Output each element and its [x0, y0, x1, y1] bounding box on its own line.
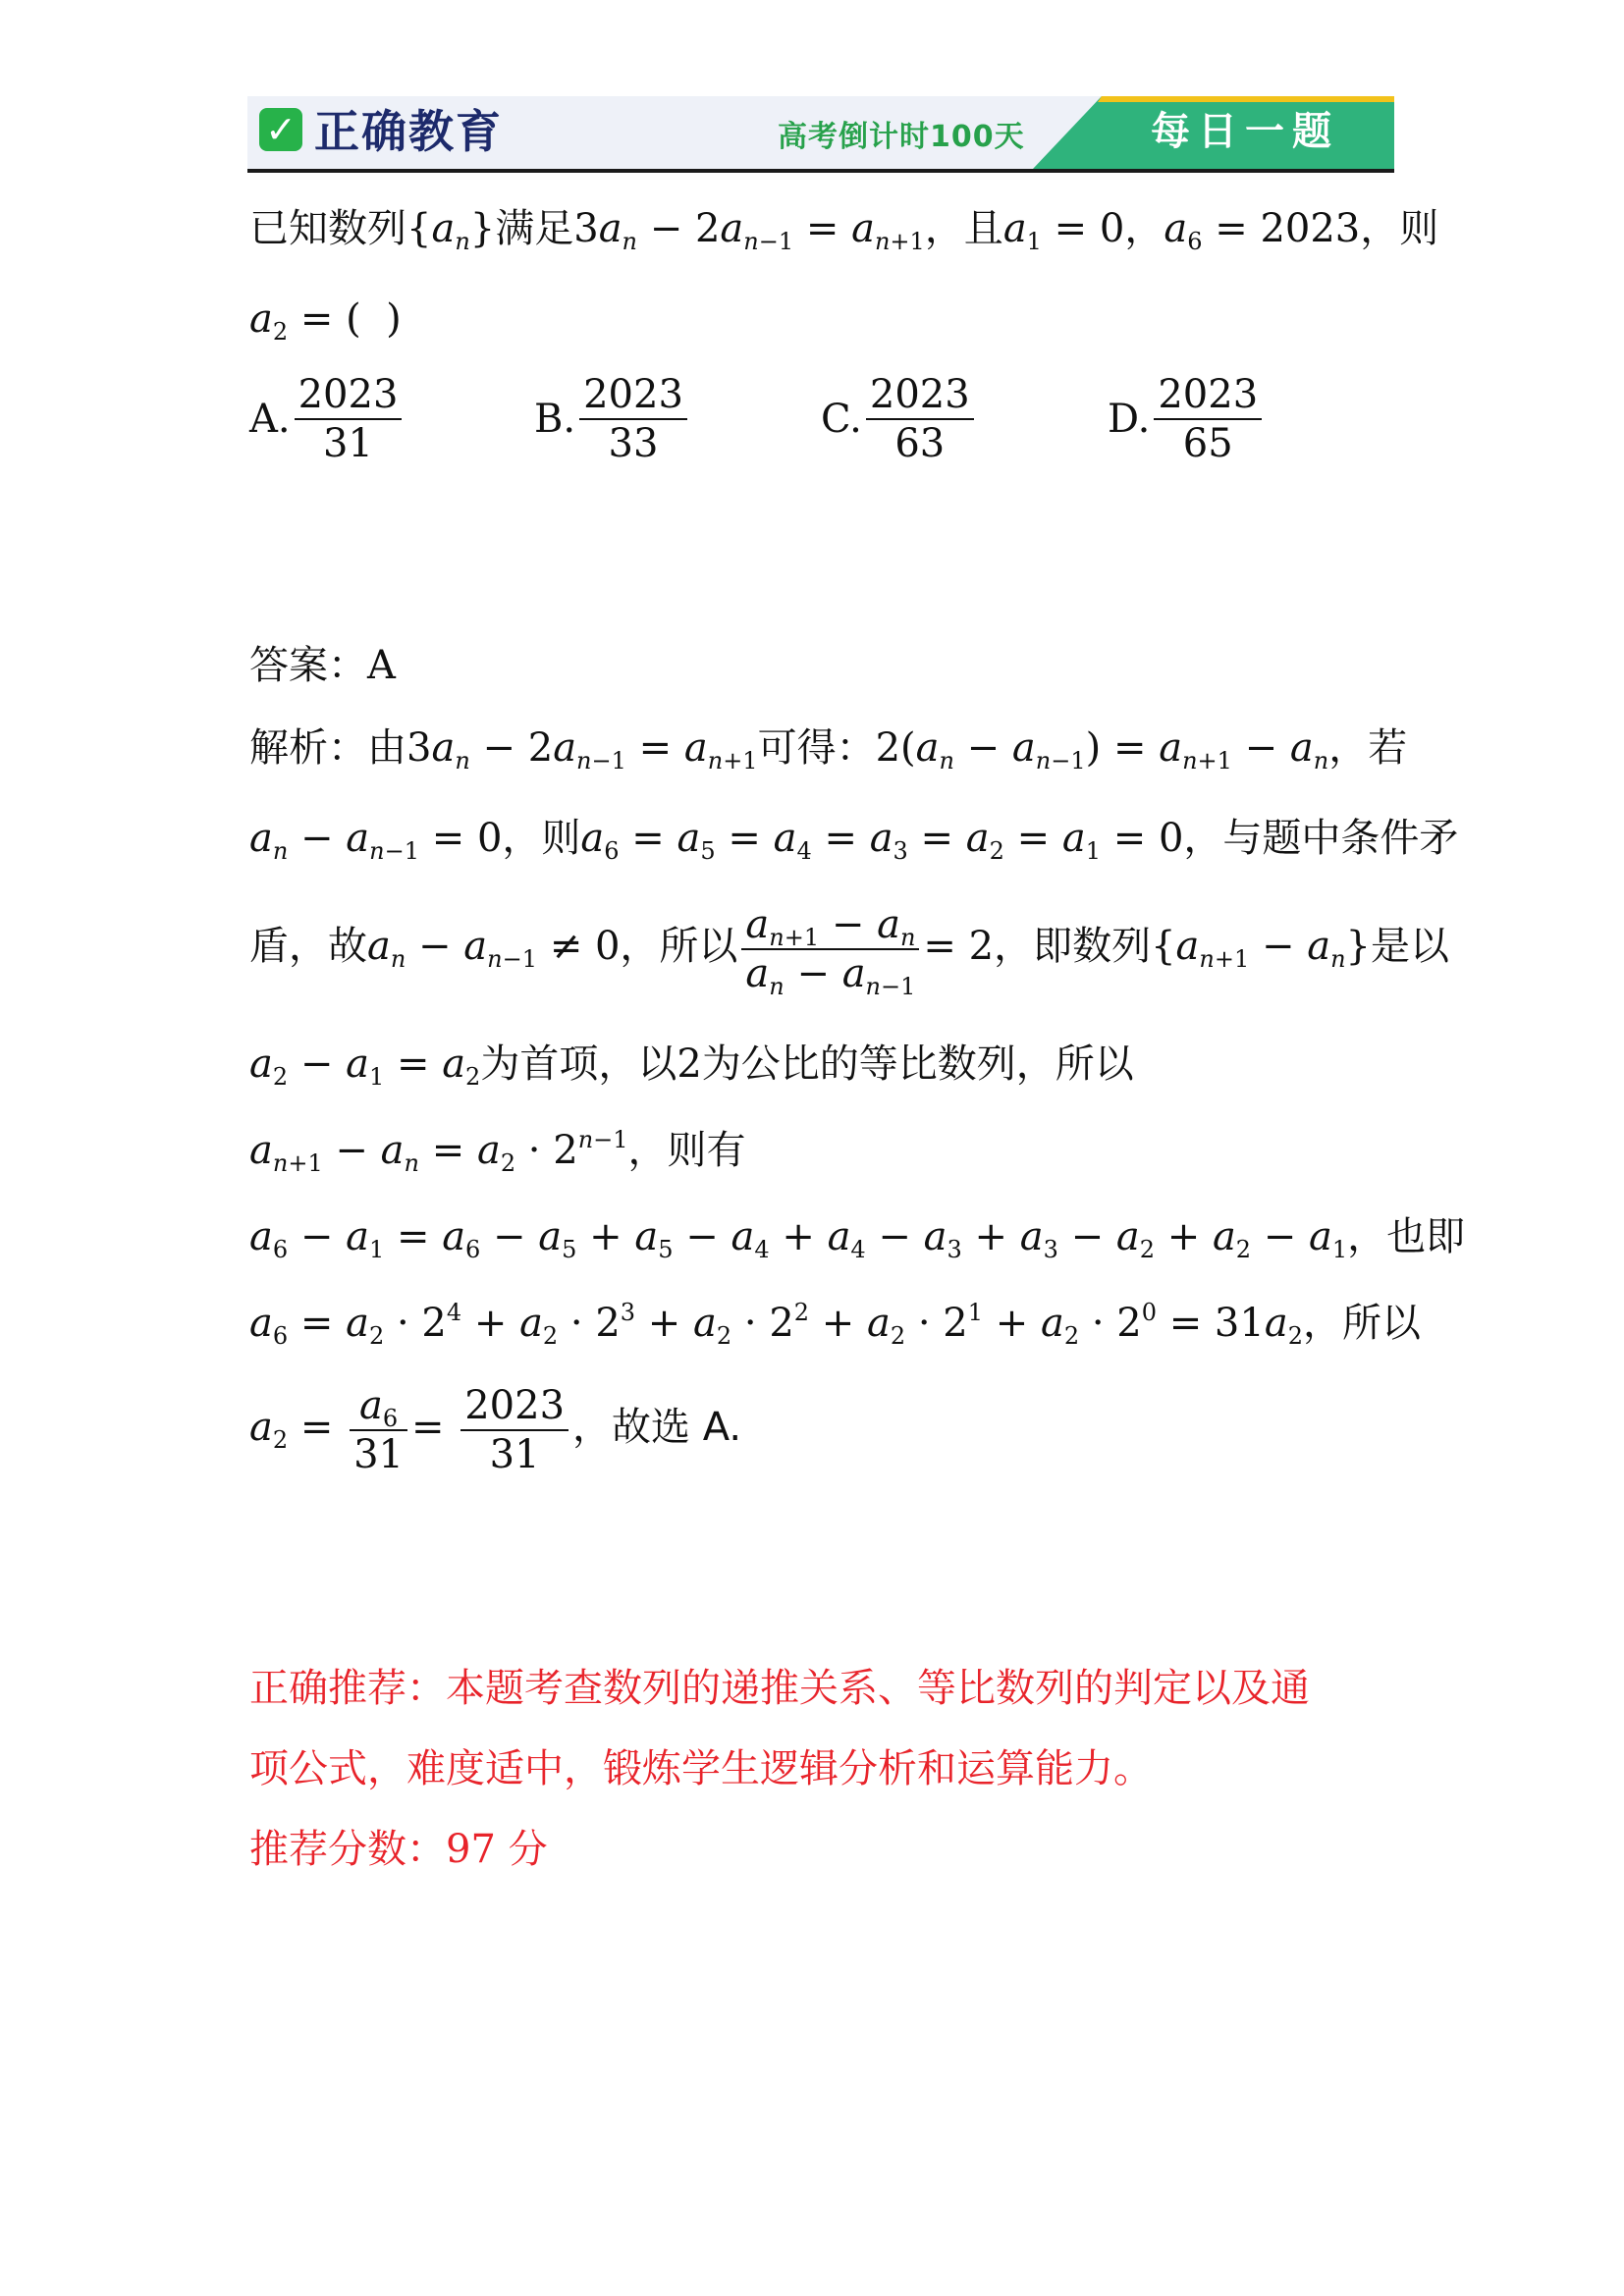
answer-line — [249, 638, 396, 693]
score-unit: 分 — [508, 1827, 548, 1872]
option-b[interactable]: B. $\frac{2023}{33}$ — [534, 371, 691, 467]
recommend-line-2: 项公式，难度适中，锻炼学生逻辑分析和运算能力。 — [249, 1746, 1153, 1791]
question-prefix: 已知数列 — [249, 206, 406, 251]
header-banner — [247, 96, 1394, 173]
analysis-label: 解析： — [249, 725, 367, 771]
analysis-line-2: $a_n - a_{n-1} = 0$，则$a_6 = a_5 = a_4 = a_3 = a_2 = a_1 = 0$，与题中条件矛 — [249, 816, 1459, 865]
answer-value: A — [367, 643, 396, 688]
question-line-2 — [249, 292, 402, 347]
analysis-line-7: $a_6 = a_2 \cdot 2^4 + a_2 \cdot 2^3 + a_2 \cdot 2^2 + a_2 \cdot 2^1 + a_2 \cdot 2^0 = 31a_2$，所以 — [249, 1299, 1421, 1350]
recurrence: $3a_n - 2a_{n-1} = a_{n+1}$ — [573, 206, 925, 255]
ratio-fraction: $\frac{a_{n+1} - a_n}{a_n - a_{n-1}}$ — [741, 901, 919, 997]
question-and: ，且 — [924, 206, 1003, 251]
option-a[interactable]: A. $\frac{2023}{31}$ — [249, 371, 406, 467]
score-value: 97 — [446, 1827, 496, 1872]
ask-a2: $a_2$ = ( ) — [249, 296, 402, 346]
option-d[interactable]: D. $\frac{2023}{65}$ — [1108, 371, 1266, 467]
brand-name: 正确教育 — [314, 105, 503, 158]
analysis-line-4: $a_2 - a_1 = a_2$为首项，以2为公比的等比数列，所以 — [249, 1041, 1134, 1091]
check-icon: ✓ — [259, 108, 302, 151]
daily-question-label: 每日一题 — [1151, 109, 1339, 154]
question-line-1: 已知数列$\{a_n\}$满足$3a_n - 2a_{n-1} = a_{n+1}$，且$a_1 = 0$，$a_6 = 2023$，则 — [249, 206, 1439, 255]
option-c[interactable]: C. $\frac{2023}{63}$ — [821, 371, 978, 467]
recommend-line-1: 正确推荐：本题考查数列的递推关系、等比数列的判定以及通 — [249, 1666, 1310, 1711]
question-cond-label: 满足 — [495, 206, 574, 251]
daily-question-tab — [1033, 96, 1394, 169]
analysis-line-8: $a_2$ = $\frac{a_6}{31}$ = $\frac{2023}{31}$ ，故选 A. — [249, 1383, 742, 1477]
analysis-line-5: $a_{n+1} - a_n = a_2 \cdot 2^{n-1}$，则有 — [249, 1126, 746, 1177]
a6-2023: $a_6 = 2023$ — [1164, 206, 1361, 255]
answer-label: 答案： — [249, 643, 367, 688]
score-label: 推荐分数： — [249, 1827, 446, 1872]
question-then: ，则 — [1360, 206, 1439, 251]
recommend-score — [249, 1822, 548, 1877]
seq-an: $\{a_n\}$ — [406, 206, 496, 255]
countdown-text: 高考倒计时100天 — [778, 120, 1025, 154]
analysis-line-3: 盾，故$a_n - a_{n-1} \ne 0$，所以 $\frac{a_{n+1} - a_n}{a_n - a_{n-1}}$ = 2，即数列$\{a_{n+1} - a_n\}$是以 — [249, 902, 1449, 1000]
a1-zero: $a_1 = 0$ — [1002, 206, 1125, 255]
analysis-line-6: $a_6 - a_1 = a_6 - a_5 + a_5 - a_4 + a_4 - a_3 + a_3 - a_2 + a_2 - a_1$，也即 — [249, 1214, 1466, 1263]
analysis-line-1: 解析：由$3a_n - 2a_{n-1} = a_{n+1}$可得：$2(a_n - a_{n-1}) = a_{n+1} - a_n$，若 — [249, 725, 1408, 774]
